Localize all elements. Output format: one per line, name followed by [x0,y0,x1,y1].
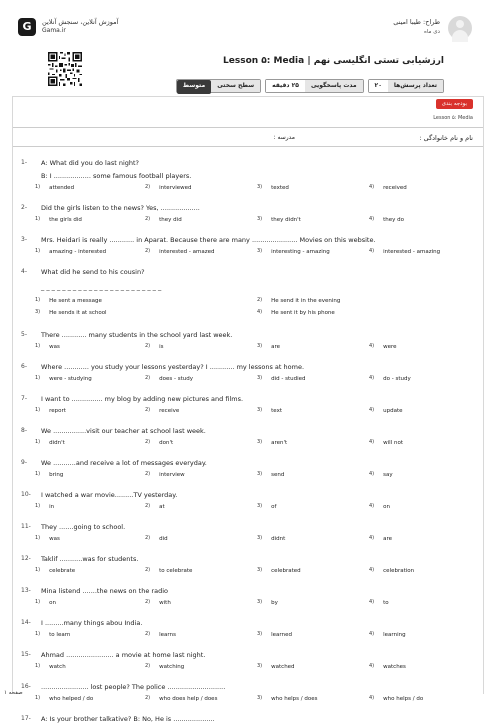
answer-option[interactable] [369,408,403,414]
answer-option[interactable] [257,632,292,638]
question-count-cell [368,79,444,93]
answer-option[interactable] [35,376,92,382]
answer-option[interactable] [35,536,60,542]
exam-title: ارزشیابی تستی انگلیسی نهم | Lesson ۵: Media [223,56,444,66]
option-text: text [271,408,282,414]
option-text: don't [159,440,174,446]
option-number: 4) [257,309,263,315]
question-text: A: Is your brother talkative? B: No, He is .................... [41,715,215,723]
question-text: Did the girls listen to the news? Yes, ................... [41,204,200,212]
answer-option[interactable] [145,536,168,542]
question-number: 15- [21,651,31,658]
option-text: watch [49,664,66,670]
answer-option[interactable] [369,249,440,255]
answer-option[interactable] [145,344,164,350]
option-number: 1) [35,503,41,509]
option-number: 4) [369,343,375,349]
question-number: 3- [21,236,27,243]
option-number: 2) [145,248,151,254]
answer-option[interactable] [145,472,185,478]
answer-option[interactable] [257,664,295,670]
answer-option[interactable] [257,217,301,223]
answer-option[interactable] [257,298,340,304]
answer-option[interactable] [257,185,289,191]
option-number: 2) [145,503,151,509]
answer-option[interactable] [257,344,280,350]
difficulty-cell [176,79,261,93]
option-number: 4) [369,567,375,573]
option-number: 3) [257,216,263,222]
option-text: with [159,600,171,606]
option-number: 1) [35,407,41,413]
option-text: they do [383,217,405,223]
question-text: A: What did you do last night? [41,159,139,167]
answer-option[interactable] [369,217,404,223]
option-text: watched [271,664,295,670]
option-text: they didn't [271,217,301,223]
duration-cell [265,79,363,93]
option-number: 2) [145,663,151,669]
option-text: He sent a message [49,298,102,304]
option-text: was [49,344,60,350]
question-number: 13- [21,587,31,594]
option-number: 4) [369,695,375,701]
option-text: who does help / does [159,696,218,702]
option-number: 4) [369,216,375,222]
answer-option[interactable] [35,504,54,510]
option-text: are [383,536,393,542]
option-text: do - study [383,376,411,382]
student-name-label: نام و نام خانوادگی : [419,134,473,142]
option-text: interviewed [159,185,192,191]
option-text: interested - amazed [159,249,215,255]
answer-option[interactable] [257,472,284,478]
option-text: to [383,600,389,606]
answer-option[interactable] [369,600,389,606]
duration-label: مدت پاسخگویی [305,80,363,92]
option-number: 2) [145,535,151,541]
student-info-row [13,127,483,147]
option-number: 4) [369,631,375,637]
option-number: 2) [257,297,263,303]
question-text: I .........many things abou India. [41,619,143,627]
option-text: celebrated [271,568,301,574]
option-number: 1) [35,439,41,445]
answer-option[interactable] [145,568,192,574]
question-text: _ _ _ _ _ _ _ _ _ _ _ _ _ _ _ _ _ _ _ _ _ _ _ [41,283,162,291]
question-number: 2- [21,204,27,211]
option-number: 3) [257,599,263,605]
question-text: Taklif ...........was for students. [41,555,139,563]
option-text: was [49,536,60,542]
answer-option[interactable] [257,600,278,606]
answer-option[interactable] [369,536,392,542]
option-number: 4) [369,248,375,254]
option-text: did - studied [271,376,306,382]
question-text: We ................visit our teacher at school last week. [41,427,206,435]
answer-option[interactable] [369,376,411,382]
option-text: watches [383,664,406,670]
option-text: report [49,408,66,414]
option-text: learning [383,632,406,638]
question-text: What did he send to his cousin? [41,268,145,276]
option-number: 2) [145,375,151,381]
exam-meta-row [176,79,444,93]
option-text: will not [383,440,403,446]
option-number: 4) [369,663,375,669]
option-number: 4) [369,471,375,477]
answer-option[interactable] [35,185,74,191]
site-name: آموزش آنلاین، سنجش آنلاین [42,18,119,26]
question-count-label: تعداد پرسش‌ها [388,80,443,92]
question-text: ....................... lost people? The police ............................ [41,683,226,691]
option-number: 4) [369,375,375,381]
option-number: 2) [145,567,151,573]
option-number: 2) [145,439,151,445]
answer-option[interactable] [35,298,102,304]
option-text: He send it in the evening [271,298,341,304]
option-text: interview [159,472,185,478]
lesson-line: Lesson ۵: Media [433,115,473,121]
worksheet-header [12,12,484,98]
answer-option[interactable] [35,344,60,350]
option-text: bring [49,472,64,478]
option-number: 3) [257,184,263,190]
answer-option[interactable] [145,600,171,606]
option-text: learns [159,632,176,638]
answer-option[interactable] [257,408,282,414]
answer-option[interactable] [257,504,276,510]
option-number: 1) [35,248,41,254]
option-number: 4) [369,439,375,445]
option-text: to celebrate [159,568,193,574]
question-number: 16- [21,683,31,690]
question-text: There ............ many students in the school yard last week. [41,331,233,339]
option-text: didn't [49,440,65,446]
option-number: 4) [369,503,375,509]
option-number: 1) [35,567,41,573]
question-number: 11- [21,523,31,530]
option-number: 4) [369,184,375,190]
option-number: 3) [257,407,263,413]
option-number: 3) [257,631,263,637]
difficulty-value: متوسط [177,80,211,94]
answer-option[interactable] [35,696,93,702]
option-text: who helps / does [271,696,318,702]
answer-option[interactable] [145,185,192,191]
option-number: 1) [35,471,41,477]
option-text: He sent it by his phone [271,310,335,316]
answer-option[interactable] [369,696,423,702]
option-number: 4) [369,535,375,541]
answer-option[interactable] [257,310,335,316]
option-number: 1) [35,663,41,669]
option-text: at [159,504,165,510]
question-number: 6- [21,363,27,370]
option-number: 4) [369,599,375,605]
question-text: I watched a war movie.........TV yesterday. [41,491,178,499]
option-number: 3) [257,503,263,509]
budget-badge[interactable]: بودجه بندی [436,99,473,109]
answer-option[interactable] [35,472,63,478]
option-text: the girls did [49,217,82,223]
option-text: in [49,504,55,510]
option-number: 1) [35,599,41,605]
question-number: 7- [21,395,27,402]
question-text: Mrs. Heidari is really ............ in Aparat. Because there are many ...................... Movies on this website. [41,236,376,244]
answer-option[interactable] [257,696,317,702]
option-text: receive [159,408,180,414]
option-text: texted [271,185,289,191]
answer-option[interactable] [145,632,176,638]
answer-option[interactable] [145,249,214,255]
question-count-value: ۲۰ [369,80,388,92]
option-number: 4) [369,407,375,413]
option-text: were [383,344,397,350]
question-number: 17- [21,715,31,722]
question-number: 9- [21,459,27,466]
option-number: 1) [35,343,41,349]
option-number: 3) [257,535,263,541]
answer-option[interactable] [369,185,407,191]
answer-option[interactable] [257,440,287,446]
question-text: Where ............ you study your lessons yesterday? I ............ my lessons at home. [41,363,305,371]
option-text: learned [271,632,292,638]
option-number: 3) [257,248,263,254]
option-number: 2) [145,407,151,413]
option-text: say [383,472,393,478]
question-number: 5- [21,331,27,338]
answer-option[interactable] [35,632,70,638]
question-text: We ...........and receive a lot of messages everyday. [41,459,207,467]
answer-option[interactable] [35,440,65,446]
answer-option[interactable] [257,376,306,382]
option-number: 3) [257,439,263,445]
question-number: 4- [21,268,27,275]
option-text: amazing - interested [49,249,107,255]
answer-option[interactable] [145,408,179,414]
question-number: 12- [21,555,31,562]
page-number: صفحه ۱ [4,690,23,696]
gama-logo-icon: G [18,18,36,36]
option-text: watching [159,664,185,670]
option-number: 1) [35,375,41,381]
option-number: 3) [257,695,263,701]
answer-option[interactable] [145,376,193,382]
option-number: 3) [35,309,41,315]
option-number: 2) [145,599,151,605]
answer-option[interactable] [35,664,66,670]
option-text: send [271,472,285,478]
school-label: مدرسه : [273,134,295,141]
qr-code-icon [48,52,82,86]
option-number: 2) [145,343,151,349]
option-text: are [271,344,281,350]
answer-option[interactable] [369,632,406,638]
option-text: of [271,504,277,510]
option-text: on [49,600,56,606]
option-text: celebrate [49,568,76,574]
option-text: celebration [383,568,415,574]
avatar [448,16,472,40]
option-text: who helped / do [49,696,94,702]
option-text: is [159,344,164,350]
option-number: 1) [35,535,41,541]
answer-option[interactable] [369,344,397,350]
option-number: 2) [145,216,151,222]
question-text: Mina listend .......the news on the radio [41,587,168,595]
option-text: did [159,536,168,542]
answer-option[interactable] [145,696,217,702]
answer-option[interactable] [145,440,173,446]
option-text: update [383,408,403,414]
question-number: 10- [21,491,31,498]
option-text: were - studying [49,376,92,382]
option-text: aren't [271,440,288,446]
answer-option[interactable] [369,440,403,446]
option-text: does - study [159,376,193,382]
site-url[interactable]: Gama.ir [42,27,66,34]
option-text: to learn [49,632,71,638]
option-number: 2) [145,184,151,190]
difficulty-label: سطح سختی [211,80,260,92]
option-text: interested - amazing [383,249,441,255]
option-number: 1) [35,631,41,637]
answer-option[interactable] [35,217,82,223]
option-number: 2) [145,695,151,701]
question-text: I want to ............... my blog by adding new pictures and films. [41,395,244,403]
option-text: didnt [271,536,286,542]
option-number: 2) [145,631,151,637]
option-number: 1) [35,216,41,222]
option-number: 3) [257,343,263,349]
answer-option[interactable] [35,249,106,255]
option-text: on [383,504,390,510]
option-number: 3) [257,471,263,477]
question-text: They .......going to school. [41,523,126,531]
option-number: 3) [257,375,263,381]
answer-option[interactable] [369,504,390,510]
question-number: 8- [21,427,27,434]
answer-option[interactable] [35,600,56,606]
option-text: He sends it at school [49,310,107,316]
question-number: 1- [21,159,27,166]
option-number: 3) [257,663,263,669]
answer-option[interactable] [145,504,165,510]
author-block [393,18,440,35]
answer-option[interactable] [369,472,393,478]
question-number: 14- [21,619,31,626]
option-text: interesting - amazing [271,249,330,255]
option-number: 1) [35,297,41,303]
option-text: who helps / do [383,696,424,702]
answer-option[interactable] [257,536,285,542]
option-number: 3) [257,567,263,573]
answer-option[interactable] [35,408,66,414]
option-number: 1) [35,184,41,190]
duration-value: ۲۵ دقیقه [266,80,305,92]
author-name: طراح: طیبا امینی [393,18,440,26]
option-text: they did [159,217,182,223]
question-text: Ahmad ....................... a movie at home last night. [41,651,206,659]
answer-option[interactable] [369,664,406,670]
answer-option[interactable] [257,568,301,574]
option-text: attended [49,185,75,191]
answer-option[interactable] [145,664,184,670]
answer-option[interactable] [369,568,414,574]
answer-option[interactable] [257,249,330,255]
option-text: by [271,600,278,606]
option-number: 2) [145,471,151,477]
question-text: B: I .................. some famous football players. [41,172,192,180]
answer-option[interactable] [35,310,107,316]
answer-option[interactable] [35,568,75,574]
option-text: received [383,185,407,191]
answer-option[interactable] [145,217,182,223]
author-date: دی ماه [423,29,440,35]
option-number: 1) [35,695,41,701]
